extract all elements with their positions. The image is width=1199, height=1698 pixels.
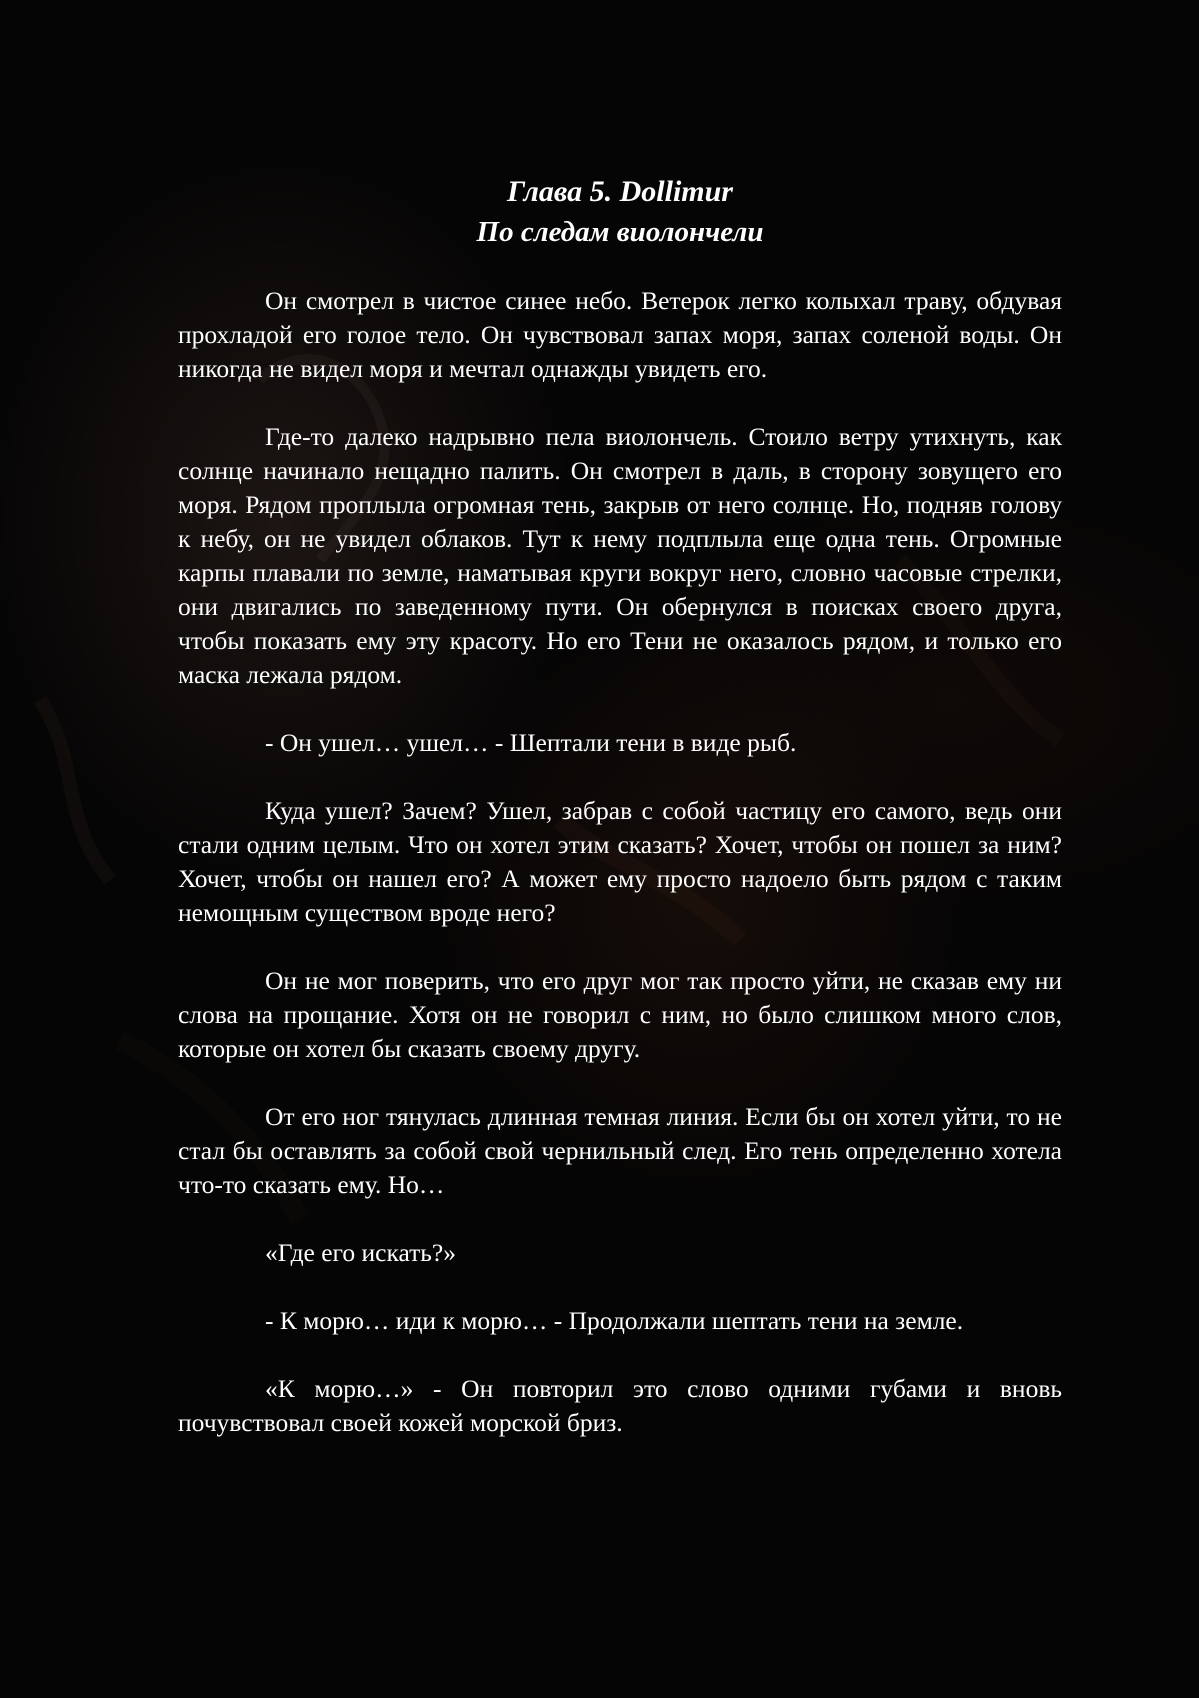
chapter-title: Глава 5. Dollimur [507,175,733,208]
paragraph: - Он ушел… ушел… - Шептали тени в виде рыб. [265,728,797,757]
paragraph: Куда ушел? Зачем? Ушел, забрав с собой частицу его самого, ведь они стали одним целым. Что он хотел этим сказать? Хочет, чтобы он пошел за ним? Хочет, чтобы он нашел его? А может ему просто надоело быть рядом с таким немощным существом вроде него? [178,796,1062,927]
chapter-content [178,172,1062,1474]
paragraph: От его ног тянулась длинная темная линия. Если бы он хотел уйти, то не стал бы оставлять за собой свой чернильный след. Его тень определенно хотела что-то сказать ему. Но… [178,1102,1062,1199]
paragraph: Он не мог поверить, что его друг мог так просто уйти, не сказав ему ни слова на прощание. Хотя он не говорил с ним, но было слишком много слов, которые он хотел бы сказать своему другу. [178,966,1062,1063]
paragraph: - К морю… иди к морю… - Продолжали шептать тени на земле. [265,1306,964,1335]
chapter-subtitle: По следам виолончели [476,216,764,248]
paragraph: Он смотрел в чистое синее небо. Ветерок легко колыхал траву, обдувая прохладой его голое тело. Он чувствовал запах моря, запах соленой воды. Он никогда не видел моря и мечтал однажды увидеть его. [178,286,1062,383]
paragraph: Где-то далеко надрывно пела виолончель. Стоило ветру утихнуть, как солнце начинало нещадно палить. Он смотрел в даль, в сторону зовущего его моря. Рядом проплыла огромная тень, закрыв от него солнце. Но, подняв голову к небу, он не увидел облаков. Тут к нему подплыла еще одна тень. Огромные карпы плавали по земле, наматывая круги вокруг него, словно часовые стрелки, они двигались по заведенному пути. Он обернулся в поисках своего друга, чтобы показать ему эту красоту. Но его Тени не оказалось рядом, и только его маска лежала рядом. [178,422,1062,689]
paragraph: «К морю…» - Он повторил это слово одними губами и вновь почувствовал своей кожей морской бриз. [178,1374,1062,1437]
paragraph: «Где его искать?» [265,1238,456,1267]
